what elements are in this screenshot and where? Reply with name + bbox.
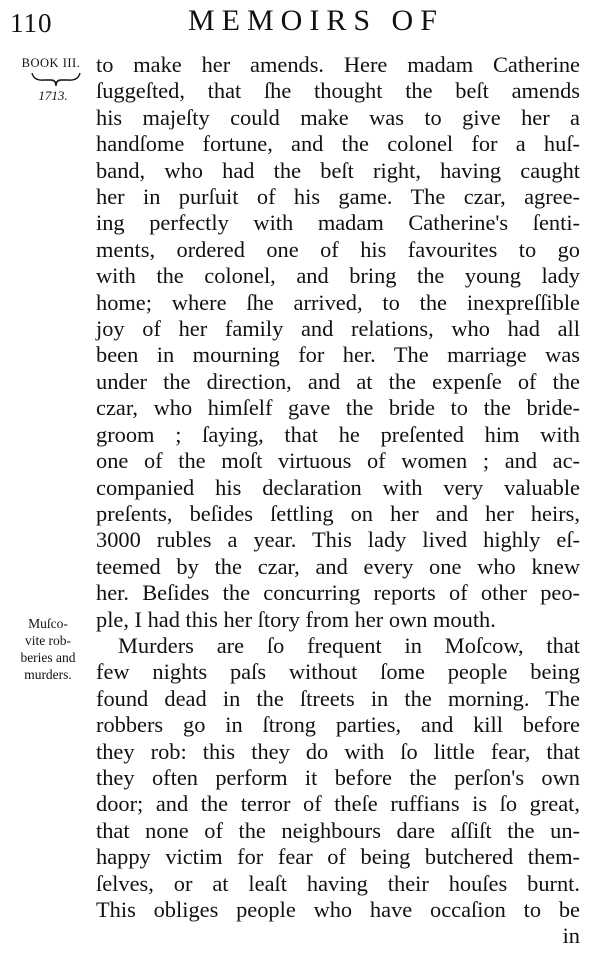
text-line: that none of the neighbours dare aſſiſt the un- [96, 817, 580, 843]
text-line: under the direction, and at the expenſe of the [96, 368, 580, 394]
text-line: home; where ſhe arrived, to the inexpreſſible [96, 289, 580, 315]
text-line: his majeſty could make was to give her a [96, 104, 580, 130]
text-line: ments, ordered one of his favourites to go [96, 236, 580, 262]
text-line: ing perfectly with madam Catherine's ſenti- [96, 210, 580, 236]
text-line: her in purſuit of his game. The czar, agree- [96, 184, 580, 210]
side-note-line: Muſco- [28, 616, 68, 631]
text-line: found dead in the ſtreets in the morning. The [96, 685, 580, 711]
catchword: in [562, 923, 580, 949]
text-line: robbers go in ſtrong parties, and kill before [96, 712, 580, 738]
text-line: ple, I had this her ſtory from her own mouth. [96, 606, 496, 632]
body-text [96, 52, 580, 950]
side-note-line: murders. [24, 667, 72, 682]
text-line: door; and the terror of theſe ruffians is ſo great, [96, 791, 580, 817]
side-note-line: beries and [20, 650, 76, 665]
text-line: preſents, beſides ſettling on her and her heirs, [96, 500, 580, 526]
text-line: to make her amends. Here madam Catherine [96, 52, 580, 77]
text-line: handſome fortune, and the colonel for a huſ- [96, 131, 580, 157]
text-line: teemed by the czar, and every one who knew [96, 553, 580, 579]
margin-year-label: 1713. [38, 88, 68, 103]
text-line: companied his declaration with very valuable [96, 474, 580, 500]
brace-icon [30, 70, 82, 88]
text-line: her. Beſides the concurring reports of other peo- [96, 580, 580, 606]
text-line: czar, who himſelf gave the bride to the bride- [96, 395, 580, 421]
text-line: ſelves, or at leaſt having their houſes burnt. [96, 870, 580, 896]
text-line: This obliges people who have occaſion to be [96, 897, 580, 922]
text-line: they often perform it before the perſon's own [96, 764, 580, 790]
side-note-line: vite rob- [24, 633, 72, 648]
text-line: 3000 rubles a year. This lady lived highly eſ- [96, 527, 580, 553]
text-line: with the colonel, and bring the young lady [96, 263, 580, 289]
text-line: Murders are ſo frequent in Moſcow, that [118, 632, 580, 658]
text-line: groom ; ſaying, that he preſented him with [96, 421, 580, 447]
text-line: been in mourning for her. The marriage was [96, 342, 580, 368]
text-line: few nights paſs without ſome people being [96, 659, 580, 685]
text-line: one of the moſt virtuous of women ; and ac- [96, 448, 580, 474]
text-line: they rob: this they do with ſo little fear, that [96, 738, 580, 764]
page-number: 110 [10, 8, 53, 38]
running-title: MEMOIRS OF [188, 4, 444, 37]
text-line: joy of her family and relations, who had all [96, 316, 580, 342]
margin-side-note [4, 615, 92, 683]
text-line: ſuggeſted, that ſhe thought the beſt amends [96, 78, 580, 104]
text-line: band, who had the beſt right, having caught [96, 157, 580, 183]
text-line: happy victim for fear of being butchered them- [96, 844, 580, 870]
margin-book-label: BOOK III. [21, 56, 81, 70]
